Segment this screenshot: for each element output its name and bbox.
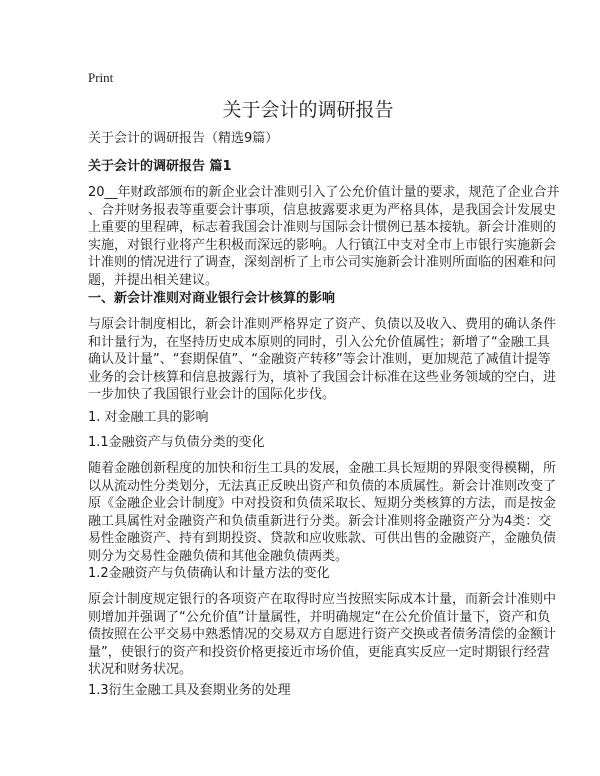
paragraph-3 bbox=[88, 460, 557, 566]
heading-1: 一、新会计准则对商业银行会计核算的影响 bbox=[88, 291, 336, 306]
text-line: 业务的会计核算和信息披露行为，填补了我国会计标准在这些业务领域的空白，进 bbox=[88, 369, 557, 385]
text-line: 题，并提出相关建议。 bbox=[88, 272, 219, 288]
text-line: 原《金融企业会计制度》中对投资和负债采取长、短期分类核算的方法，而是按金 bbox=[88, 496, 557, 512]
text-line: 则分为交易性金融负债和其他金融负债两类。 bbox=[88, 548, 349, 564]
text-line: 量”，使银行的资产和投资价格更接近市场价值，更能真实反应一定时期银行经营 bbox=[88, 644, 550, 660]
subtitle: 关于会计的调研报告（精选9篇） bbox=[88, 131, 279, 146]
text-line: 随着金融创新程度的加快和衍生工具的发展，金融工具长短期的界限变得模糊，所 bbox=[88, 461, 557, 476]
text-line: 原会计制度规定银行的各项资产在取得时应当按照实际成本计量，而新会计准则中 bbox=[88, 592, 557, 607]
text-line: 债按照在公平交易中熟悉情况的交易双方自愿进行资产交换或者债务清偿的金额计 bbox=[88, 627, 557, 643]
text-line: 易性金融资产、持有到期投资、贷款和应收账款、可供出售的金融资产，金融负债 bbox=[88, 531, 557, 547]
text-line: 20__年财政部颁布的新企业会计准则引入了公允价值计量的要求，规范了企业合并 bbox=[88, 185, 560, 200]
text-line: 则增加并强调了“公允价值”计量属性，并明确规定“在公允价值计量下，资产和负 bbox=[88, 609, 551, 625]
text-line: 状况和财务状况。 bbox=[88, 662, 193, 678]
subheading-1-3: 1.3衍生金融工具及套期业务的处理 bbox=[88, 683, 291, 698]
paragraph-2 bbox=[88, 316, 557, 404]
text-line: 融工具属性对金融资产和负债重新进行分类。新会计准则将金融资产分为4类：交 bbox=[88, 513, 552, 529]
subheading-1-2: 1.2金融资产与负债确认和计量方法的变化 bbox=[88, 566, 330, 581]
text-line: 、合并财务报表等重要会计事项，信息披露要求更为严格具体，是我国会计发展史 bbox=[88, 202, 557, 218]
subheading-1: 1. 对金融工具的影响 bbox=[88, 410, 209, 425]
subheading-1-1: 1.1金融资产与负债分类的变化 bbox=[88, 435, 265, 450]
section-title: 关于会计的调研报告 篇1 bbox=[88, 159, 232, 174]
text-line: 与原会计制度相比，新会计准则严格界定了资产、负债以及收入、费用的确认条件 bbox=[88, 317, 557, 332]
print-link[interactable]: Print bbox=[88, 70, 114, 85]
text-line: 上重要的里程碑，标志着我国会计准则与国际会计惯例已基本接轨。新会计准则的 bbox=[88, 220, 557, 236]
text-line: 确认及计量”、“套期保值”、“金融资产转移”等会计准则，更加规范了减值计提等 bbox=[88, 352, 551, 368]
text-line: 计准则的情况进行了调查，深刻剖析了上市公司实施新会计准则所面临的困难和问 bbox=[88, 255, 557, 271]
text-line: 和计量行为，在坚持历史成本原则的同时，引入公允价值属性；新增了“金融工具 bbox=[88, 334, 550, 350]
text-line: 实施，对银行业将产生积极而深远的影响。人行镇江中支对全市上市银行实施新会 bbox=[88, 237, 557, 253]
page-title: 关于会计的调研报告 bbox=[222, 99, 394, 121]
text-line: 一步加快了我国银行业会计的国际化步伐。 bbox=[88, 387, 336, 403]
paragraph-1 bbox=[88, 184, 560, 290]
paragraph-4 bbox=[88, 591, 557, 679]
text-line: 以从流动性分类划分，无法真正反映出资产和负债的本质属性。新会计准则改变了 bbox=[88, 478, 557, 494]
